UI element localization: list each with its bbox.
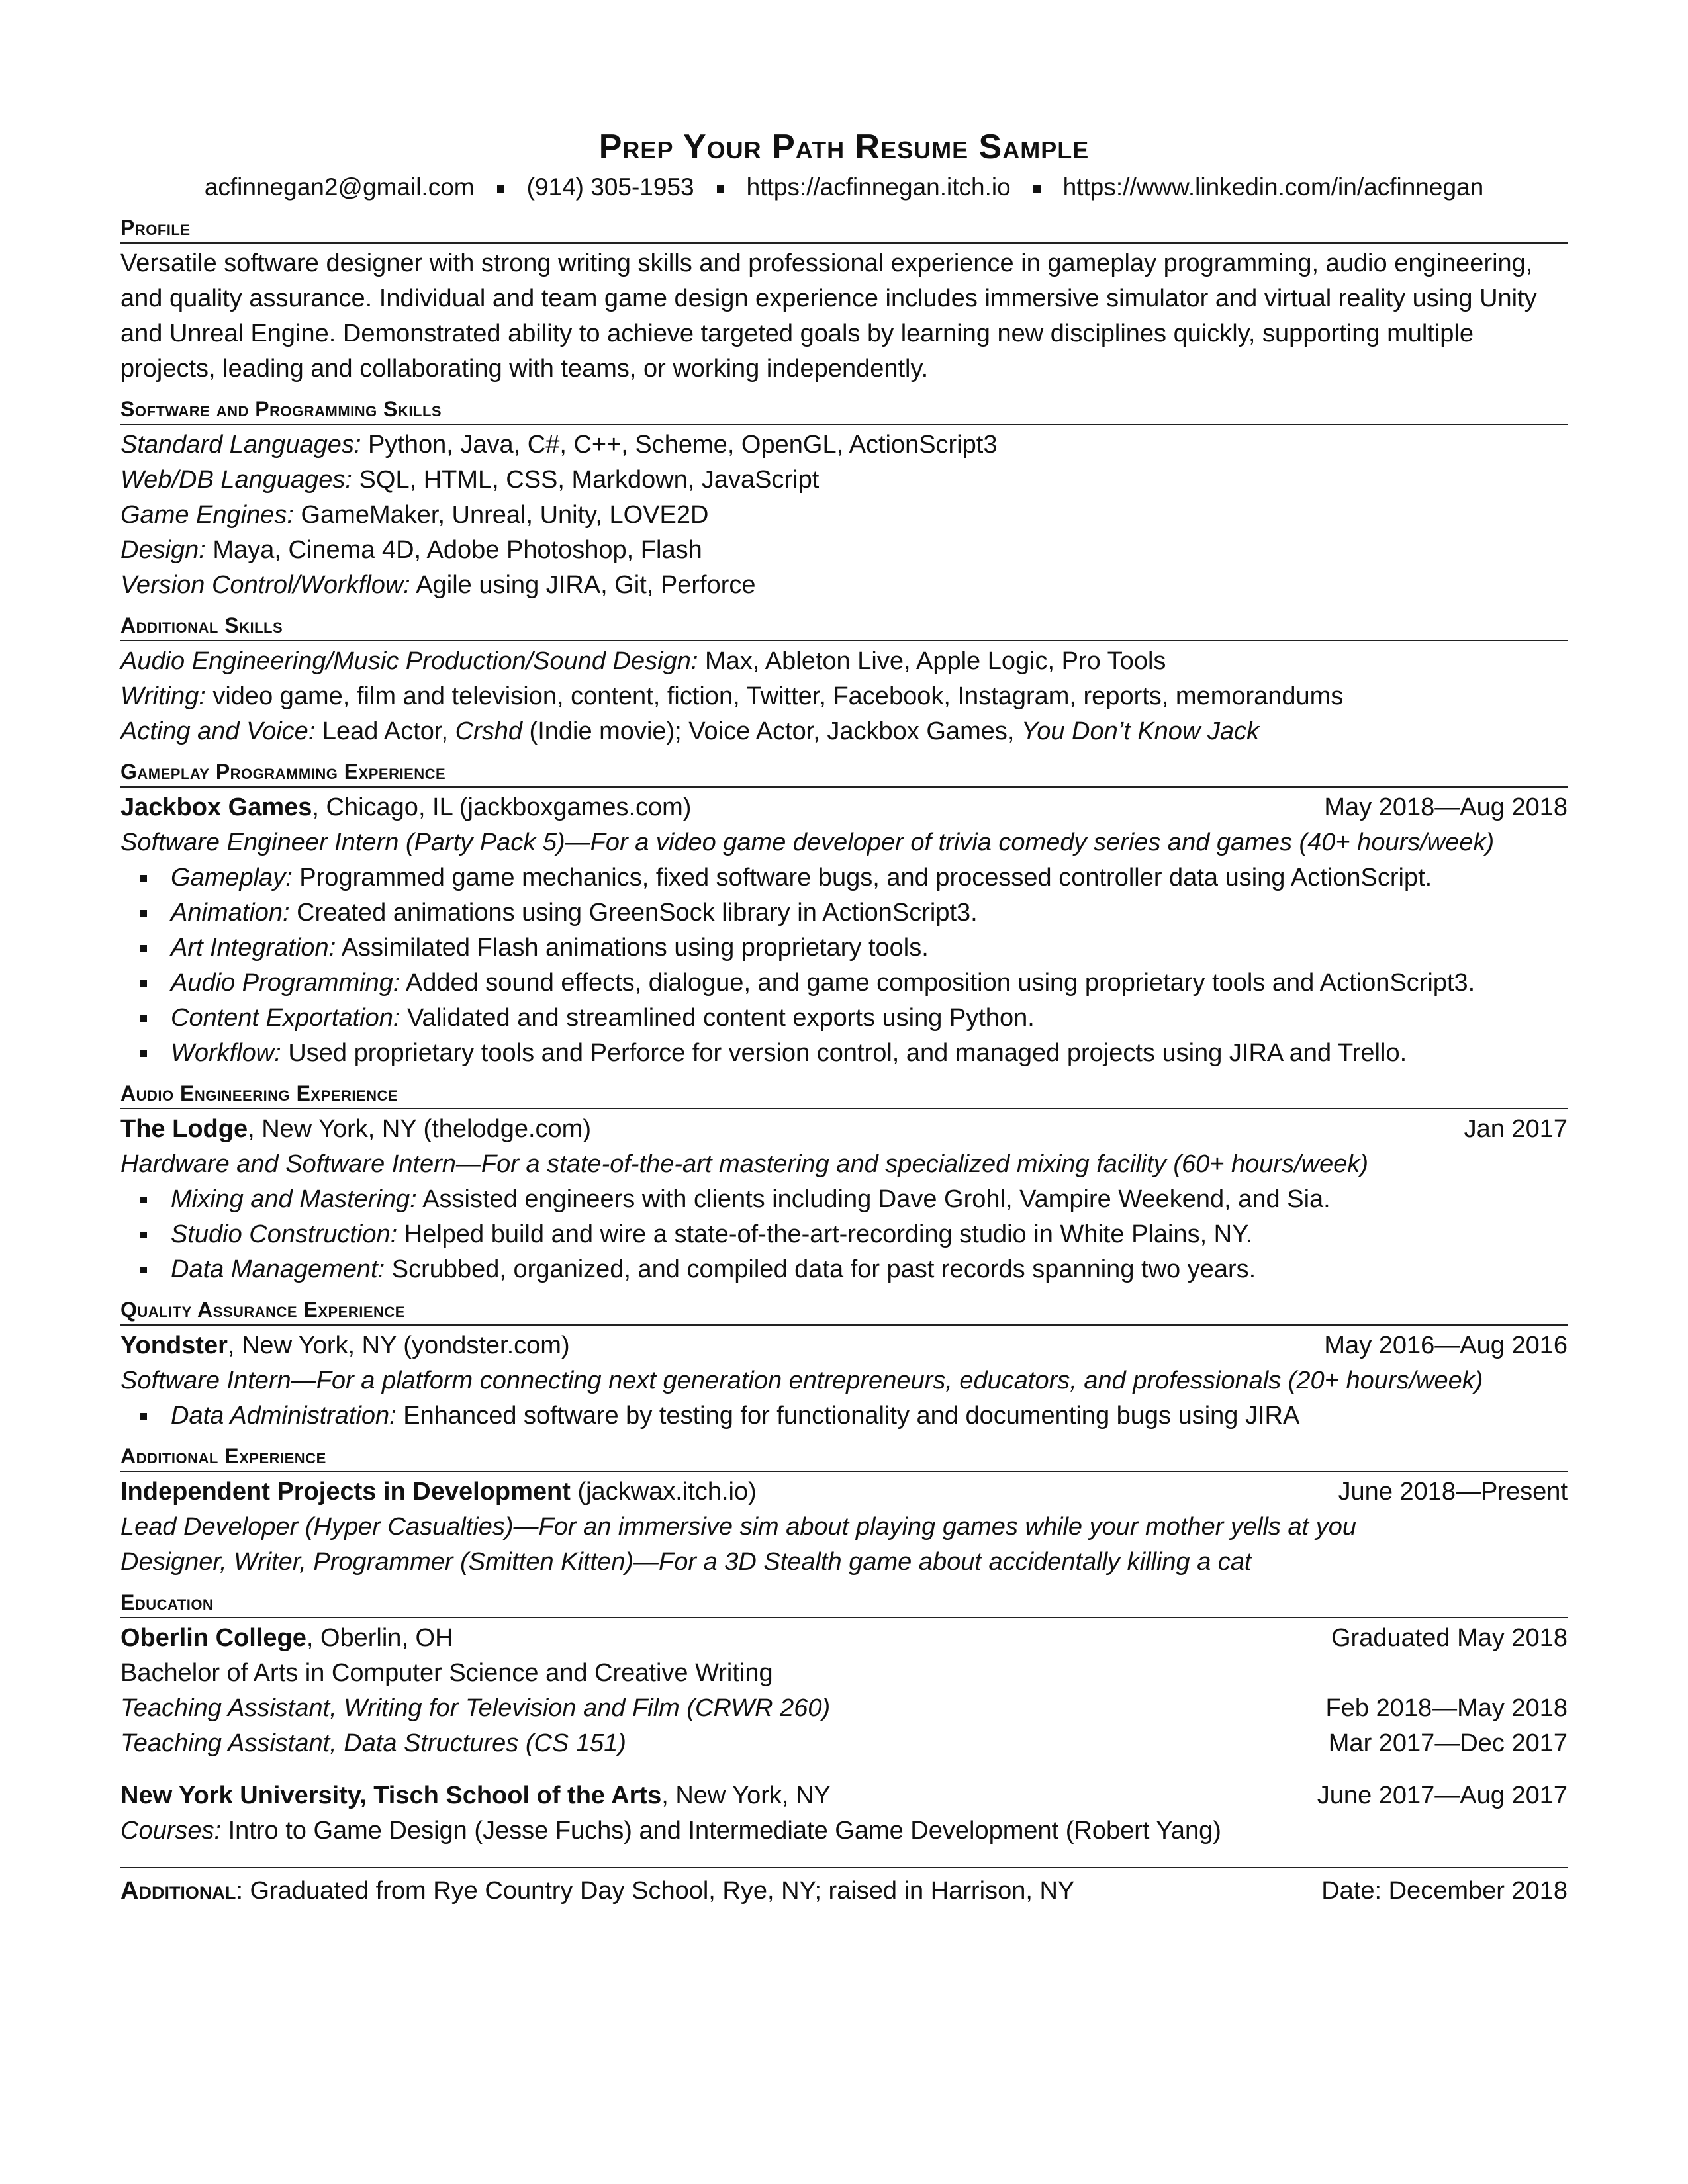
company-name: The Lodge xyxy=(120,1115,248,1143)
job-dates: June 2018—Present xyxy=(1338,1478,1568,1506)
resume-page xyxy=(120,126,1568,1909)
job-dates: May 2018—Aug 2018 xyxy=(1324,794,1568,821)
bullet-text: Used proprietary tools and Perforce for version control, and managed projects using JIRA and Trello. xyxy=(281,1039,1407,1067)
skill-line xyxy=(120,568,1568,603)
software-skills-section xyxy=(120,396,1568,603)
bullet-text: Assisted engineers with clients including Dave Grohl, Vampire Weekend, and Sia. xyxy=(416,1185,1331,1213)
courses-text: Intro to Game Design (Jesse Fuchs) and Intermediate Game Development (Robert Yang) xyxy=(221,1817,1221,1844)
qa-experience-section xyxy=(120,1297,1568,1433)
skill-value: (Indie movie); Voice Actor, Jackbox Games, xyxy=(522,717,1021,745)
section-heading-profile: Profile xyxy=(120,214,1568,244)
additional-skills-section xyxy=(120,612,1568,749)
job-header xyxy=(120,1328,1568,1363)
bullet-text: Scrubbed, organized, and compiled data for past records spanning two years. xyxy=(385,1255,1256,1283)
additional-experience-section xyxy=(120,1443,1568,1580)
job-role: Designer, Writer, Programmer (Smitten Kitten)—For a 3D Stealth game about accidentally killing a cat xyxy=(120,1548,1252,1576)
list-item xyxy=(140,860,1568,895)
section-heading-additional-experience: Additional Experience xyxy=(120,1443,1568,1472)
bullet-text: Assimilated Flash animations using proprietary tools. xyxy=(336,934,929,962)
section-heading-qa: Quality Assurance Experience xyxy=(120,1297,1568,1326)
list-item xyxy=(140,1182,1568,1217)
bullet-text: Programmed game mechanics, fixed software bugs, and processed controller data using ActionScript. xyxy=(292,864,1432,891)
list-item xyxy=(140,931,1568,966)
courses-label: Courses: xyxy=(120,1817,222,1844)
school-header xyxy=(120,1621,1568,1656)
job-role: Hardware and Software Intern—For a state-of-the-art mastering and specialized mixing facility (60+ hours/week) xyxy=(120,1150,1369,1178)
separator-square-icon xyxy=(1033,185,1041,193)
skill-value: Maya, Cinema 4D, Adobe Photoshop, Flash xyxy=(205,536,702,564)
skill-value: Lead Actor, xyxy=(315,717,455,745)
ta-line xyxy=(120,1691,1568,1726)
courses-line xyxy=(120,1813,1568,1848)
linkedin-link[interactable]: https://www.linkedin.com/in/acfinnegan xyxy=(1062,173,1484,201)
contact-line xyxy=(120,169,1568,205)
bullet-text: Enhanced software by testing for functionality and documenting bugs using JIRA xyxy=(396,1402,1300,1430)
skill-label: Acting and Voice: xyxy=(120,717,316,745)
bullet-label: Audio Programming: xyxy=(171,969,400,997)
skill-line xyxy=(120,679,1568,714)
job-bullets xyxy=(120,1398,1568,1433)
bullet-label: Mixing and Mastering: xyxy=(171,1185,417,1213)
phone-number: (914) 305-1953 xyxy=(526,173,694,201)
section-heading-gameplay: Gameplay Programming Experience xyxy=(120,758,1568,788)
job-dates: Jan 2017 xyxy=(1464,1115,1568,1143)
skill-label: Standard Languages: xyxy=(120,431,361,459)
footer-text: : Graduated from Rye Country Day School, Rye, NY; raised in Harrison, NY xyxy=(236,1877,1075,1905)
skill-label: Web/DB Languages: xyxy=(120,466,352,494)
job-dates: May 2016—Aug 2016 xyxy=(1324,1332,1568,1359)
section-heading-software-skills: Software and Programming Skills xyxy=(120,396,1568,425)
bullet-text: Added sound effects, dialogue, and game composition using proprietary tools and ActionScript3. xyxy=(400,969,1476,997)
job-bullets xyxy=(120,1182,1568,1287)
section-heading-additional-skills: Additional Skills xyxy=(120,612,1568,641)
itch-link[interactable]: https://acfinnegan.itch.io xyxy=(746,173,1011,201)
bullet-label: Studio Construction: xyxy=(171,1220,398,1248)
school-dates: June 2017—Aug 2017 xyxy=(1317,1782,1568,1809)
bullet-text: Validated and streamlined content exports using Python. xyxy=(400,1004,1035,1032)
job-role: Lead Developer (Hyper Casualties)—For an immersive sim about playing games while your mother yells at you xyxy=(120,1513,1357,1541)
degree: Bachelor of Arts in Computer Science and Creative Writing xyxy=(120,1659,773,1687)
school-dates: Graduated May 2018 xyxy=(1331,1624,1568,1652)
resume-title: Prep Your Path Resume Sample xyxy=(598,128,1090,166)
skill-line xyxy=(120,714,1568,749)
skill-label: Audio Engineering/Music Production/Sound Design: xyxy=(120,647,698,675)
skill-line xyxy=(120,533,1568,568)
school-name: Oberlin College xyxy=(120,1624,306,1652)
job-header xyxy=(120,1112,1568,1147)
job-role: Software Intern—For a platform connecting next generation entrepreneurs, educators, and professionals (20+ hours/week) xyxy=(120,1367,1483,1394)
ta-dates: Feb 2018—May 2018 xyxy=(1325,1694,1568,1722)
section-heading-education: Education xyxy=(120,1589,1568,1618)
bullet-text: Created animations using GreenSock library in ActionScript3. xyxy=(289,899,978,927)
education-section xyxy=(120,1589,1568,1848)
list-item xyxy=(140,1001,1568,1036)
separator-square-icon xyxy=(497,185,504,193)
ta-role: Teaching Assistant, Writing for Television and Film (CRWR 260) xyxy=(120,1694,831,1722)
spacer xyxy=(120,1761,1568,1778)
bullet-label: Content Exportation: xyxy=(171,1004,400,1032)
footer-date: Date: December 2018 xyxy=(1321,1877,1568,1905)
skill-line xyxy=(120,463,1568,498)
skill-value: Max, Ableton Live, Apple Logic, Pro Tools xyxy=(698,647,1166,675)
school-location: , Oberlin, OH xyxy=(306,1624,453,1652)
skill-value: video game, film and television, content, fiction, Twitter, Facebook, Instagram, reports, memorandums xyxy=(205,682,1344,710)
job-header xyxy=(120,1475,1568,1510)
school-name: New York University, Tisch School of the Arts xyxy=(120,1782,662,1809)
bullet-label: Data Management: xyxy=(171,1255,385,1283)
skill-line xyxy=(120,644,1568,679)
skill-value: Python, Java, C#, C++, Scheme, OpenGL, ActionScript3 xyxy=(361,431,998,459)
job-bullets xyxy=(120,860,1568,1071)
bullet-label: Workflow: xyxy=(171,1039,281,1067)
bullet-label: Data Administration: xyxy=(171,1402,397,1430)
bullet-label: Gameplay: xyxy=(171,864,293,891)
ta-line xyxy=(120,1726,1568,1761)
footer-line xyxy=(120,1867,1568,1909)
list-item xyxy=(140,1252,1568,1287)
bullet-label: Art Integration: xyxy=(171,934,336,962)
skill-line xyxy=(120,428,1568,463)
skill-label: Game Engines: xyxy=(120,501,294,529)
company-name: Jackbox Games xyxy=(120,794,312,821)
list-item xyxy=(140,1036,1568,1071)
job-role: Software Engineer Intern (Party Pack 5)—For a video game developer of trivia comedy series and games (40+ hours/week) xyxy=(120,829,1495,856)
list-item xyxy=(140,895,1568,931)
game-title: You Don’t Know Jack xyxy=(1021,717,1260,745)
movie-title: Crshd xyxy=(455,717,522,745)
school-location: , New York, NY xyxy=(661,1782,831,1809)
profile-section xyxy=(120,214,1568,387)
audio-experience-section xyxy=(120,1080,1568,1287)
skill-value: Agile using JIRA, Git, Perforce xyxy=(410,571,756,599)
skill-label: Design: xyxy=(120,536,206,564)
school-header xyxy=(120,1778,1568,1813)
section-heading-audio: Audio Engineering Experience xyxy=(120,1080,1568,1109)
list-item xyxy=(140,966,1568,1001)
email-link[interactable]: acfinnegan2@gmail.com xyxy=(204,173,475,201)
company-location: , Chicago, IL (jackboxgames.com) xyxy=(312,794,692,821)
gameplay-experience-section xyxy=(120,758,1568,1071)
company-location: , New York, NY (yondster.com) xyxy=(227,1332,570,1359)
skill-label: Version Control/Workflow: xyxy=(120,571,410,599)
skill-value: GameMaker, Unreal, Unity, LOVE2D xyxy=(293,501,709,529)
company-name: Yondster xyxy=(120,1332,228,1359)
company-location: , New York, NY (thelodge.com) xyxy=(248,1115,591,1143)
profile-text: Versatile software designer with strong writing skills and professional experience in gameplay programming, audio engineering, and quality assurance. Individual and team game design experience includes immersive simulator and virtual reality using Unity and Unreal Engine. Demonstrated ability to achieve targeted goals by learning new disciplines quickly, supporting multiple projects, leading and collaborating with teams, or working independently. xyxy=(120,250,1537,383)
bullet-text: Helped build and wire a state-of-the-art-recording studio in White Plains, NY. xyxy=(397,1220,1253,1248)
company-name: Independent Projects in Development xyxy=(120,1478,571,1506)
company-location: (jackwax.itch.io) xyxy=(570,1478,757,1506)
list-item xyxy=(140,1217,1568,1252)
list-item xyxy=(140,1398,1568,1433)
bullet-label: Animation: xyxy=(171,899,290,927)
skill-line xyxy=(120,498,1568,533)
ta-role: Teaching Assistant, Data Structures (CS 151) xyxy=(120,1729,626,1757)
skill-label: Writing: xyxy=(120,682,206,710)
footer-label: Additional xyxy=(120,1877,236,1905)
ta-dates: Mar 2017—Dec 2017 xyxy=(1328,1729,1568,1757)
job-header xyxy=(120,790,1568,825)
skill-value: SQL, HTML, CSS, Markdown, JavaScript xyxy=(352,466,820,494)
separator-square-icon xyxy=(717,185,724,193)
